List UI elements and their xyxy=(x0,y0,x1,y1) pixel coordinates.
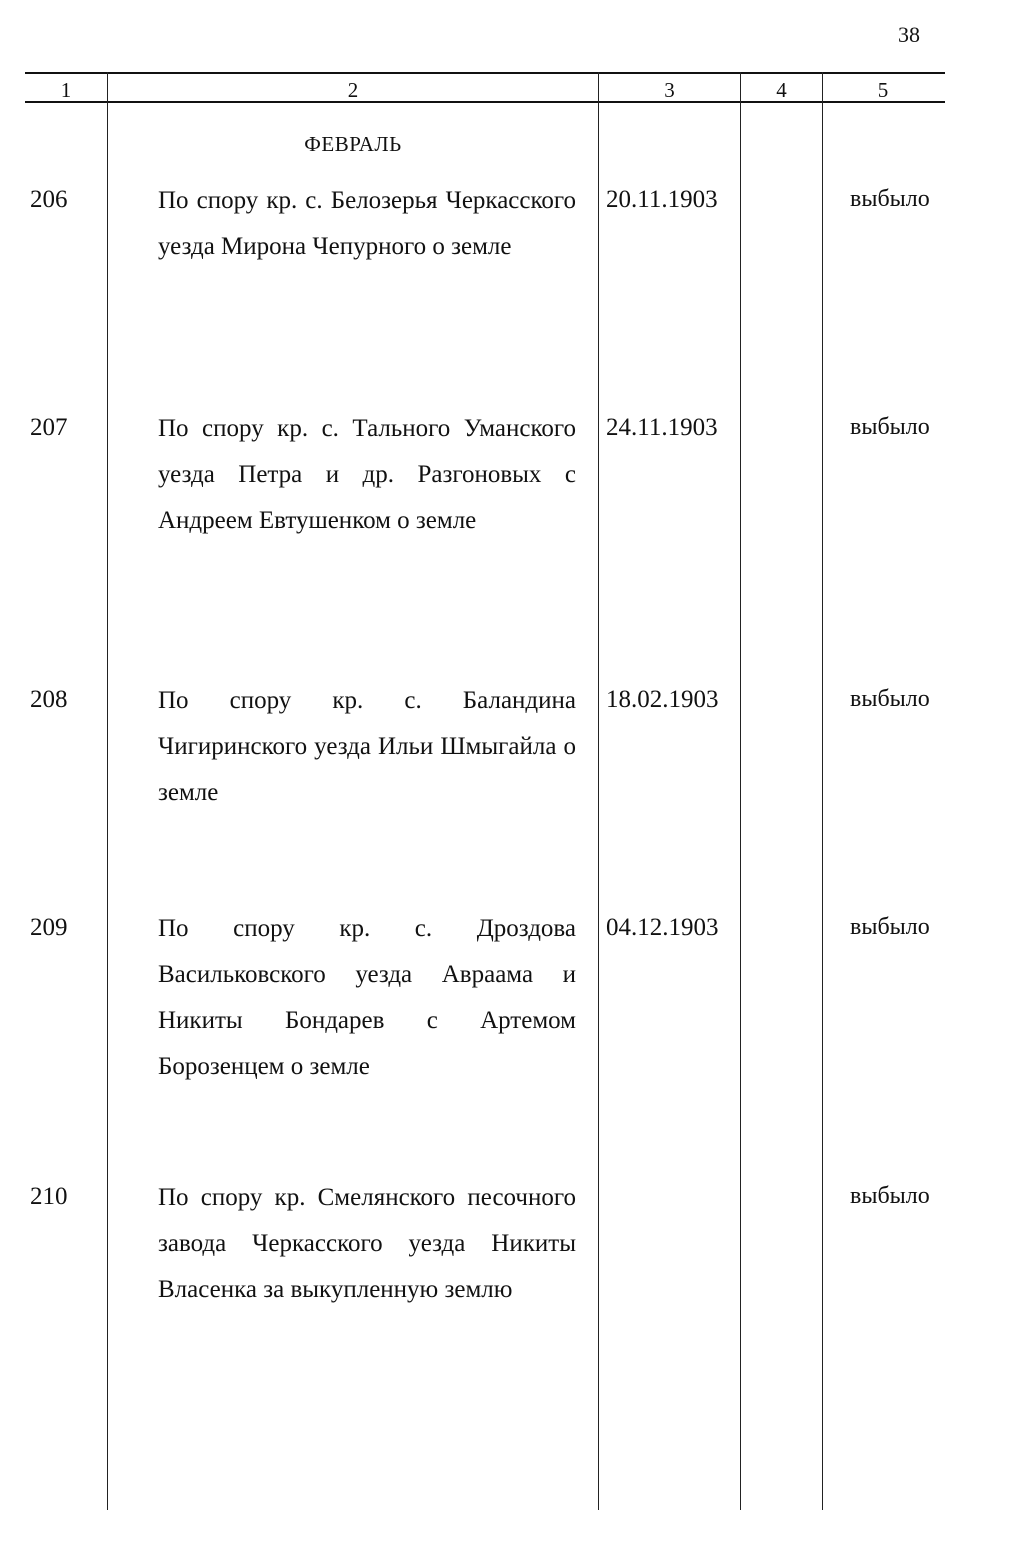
column-header-4: 4 xyxy=(776,78,787,102)
column-divider-3 xyxy=(740,72,741,1510)
row-status: выбыло xyxy=(850,414,930,440)
section-title: ФЕВРАЛЬ xyxy=(304,132,402,156)
row-date: 20.11.1903 xyxy=(606,186,718,213)
page-number: 38 xyxy=(898,22,920,47)
row-status: выбыло xyxy=(850,186,930,212)
row-description: По спору кр. с. Дроздова Васильковского уезда Авраама и Никиты Бондарев с Артемом Борозенцем о земле xyxy=(158,915,576,1080)
row-number: 206 xyxy=(30,186,68,213)
column-divider-1 xyxy=(107,72,108,1510)
row-number: 210 xyxy=(30,1183,68,1210)
row-description: По спору кр. с. Баландина Чигиринского уезда Ильи Шмыгайла о земле xyxy=(158,687,576,806)
row-number: 208 xyxy=(30,686,68,713)
column-header-3: 3 xyxy=(664,78,675,102)
table-top-rule xyxy=(25,72,945,74)
row-description: По спору кр. с. Белозерья Черкасского уезда Мирона Чепурного о земле xyxy=(158,187,576,260)
column-header-5: 5 xyxy=(877,78,889,102)
column-header-1: 1 xyxy=(60,78,72,102)
row-date: 04.12.1903 xyxy=(606,914,719,941)
row-description: По спору кр. Смелянского песочного завода Черкасского уезда Никиты Власенка за выкупленную землю xyxy=(158,1184,576,1303)
row-status: выбыло xyxy=(850,914,930,940)
column-divider-4 xyxy=(822,72,823,1510)
row-description: По спору кр. с. Тального Уманского уезда Петра и др. Разгоновых с Андреем Евтушенком о земле xyxy=(158,415,576,534)
column-header-2: 2 xyxy=(347,78,359,102)
column-divider-2 xyxy=(598,72,599,1510)
row-date: 18.02.1903 xyxy=(606,686,719,713)
row-number: 207 xyxy=(30,414,68,441)
row-date: 24.11.1903 xyxy=(606,414,718,441)
row-status: выбыло xyxy=(850,686,930,712)
row-number: 209 xyxy=(30,914,68,941)
row-status: выбыло xyxy=(850,1183,930,1209)
